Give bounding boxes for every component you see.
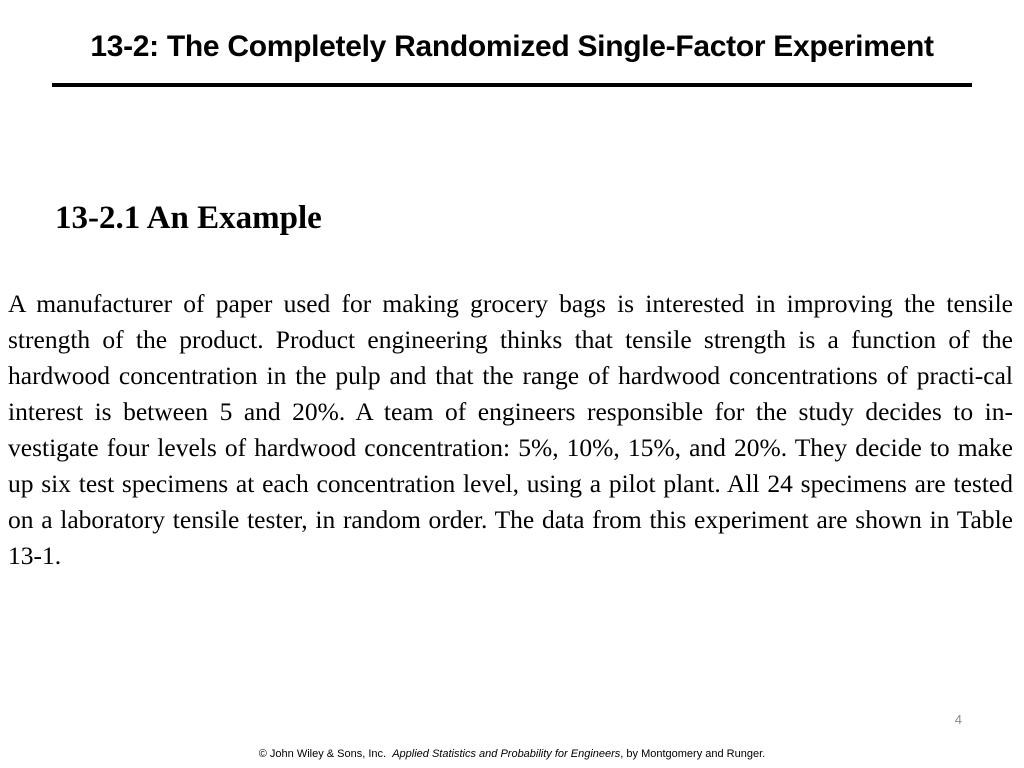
section-heading: 13-2.1 An Example — [55, 200, 322, 236]
footer-copyright: © John Wiley & Sons, Inc. — [258, 748, 387, 760]
page-number: 4 — [954, 712, 962, 727]
footer — [0, 748, 1024, 760]
footer-book-title: Applied Statistics and Probability for Engineers — [392, 748, 621, 760]
title-underline — [52, 83, 972, 87]
footer-authors: , by Montgomery and Runger. — [620, 748, 766, 760]
body-paragraph: A manufacturer of paper used for making grocery bags is interested in improving the tensile strength of the product. Product engineering thinks that tensile strength is a function of the hardwood concentration in the pulp and that the range of hardwood concentrations of practi-cal interest is between 5 and 20%. A team of engineers responsible for the study decides to in-vestigate four levels of hardwood concentration: 5%, 10%, 15%, and 20%. They decide to make up six test specimens at each concentration level, using a pilot plant. All 24 specimens are tested on a laboratory tensile tester, in random order. The data from this experiment are shown in Table 13-1. — [8, 289, 1013, 570]
slide-title: 13-2: The Completely Randomized Single-Factor Experiment — [90, 30, 934, 63]
